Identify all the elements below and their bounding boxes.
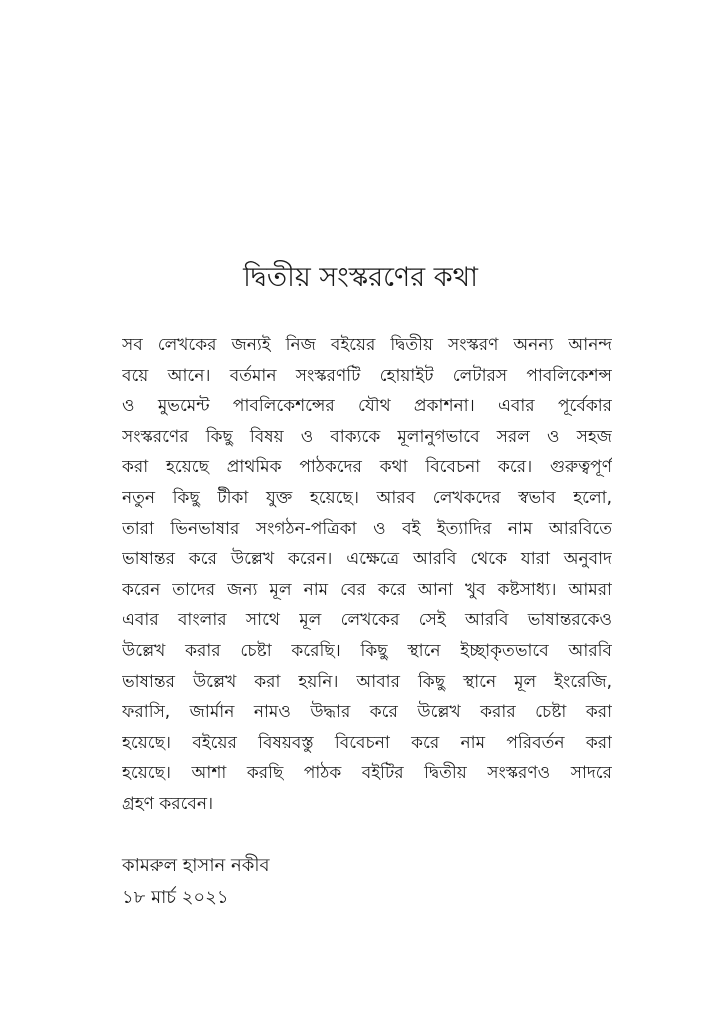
author-name: কামরুল হাসান নকীব [122,855,270,876]
paragraph-line: উল্লেখ করার চেষ্টা করেছি। কিছু স্থানে ইচ্ছাকৃতভাবে আরবি [122,640,612,661]
paragraph-line: বয়ে আনে। বর্তমান সংস্করণটি হোয়াইট লেটারস পাবলিকেশন্স [122,365,612,386]
paragraph-line: ভাষান্তর উল্লেখ করা হয়নি। আবার কিছু স্থানে মূল ইংরেজি, [122,671,612,692]
paragraph-line: এবার বাংলার সাথে মূল লেখকের সেই আরবি ভাষান্তরকেও [122,610,612,631]
paragraph-line: সব লেখকের জন্যই নিজ বইয়ের দ্বিতীয় সংস্করণ অনন্য আনন্দ [122,335,612,355]
paragraph-line: ফরাসি, জার্মান নামও উদ্ধার করে উল্লেখ করার চেষ্টা করা [122,702,612,723]
paragraph-line: সংস্করণের কিছু বিষয় ও বাক্যকে মূলানুগভাবে সরল ও সহজ [122,426,612,447]
paragraph-line: হয়েছে। বইয়ের বিষয়বস্তু বিবেচনা করে নাম পরিবর্তন করা [122,732,612,753]
date: ১৮ মার্চ ২০২১ [122,887,229,908]
paragraph-line: করা হয়েছে প্রাথমিক পাঠকদের কথা বিবেচনা করে। গুরুত্বপূর্ণ [122,457,612,478]
signature-block [122,850,522,914]
paragraph-line: হয়েছে। আশা করছি পাঠক বইটির দ্বিতীয় সংস্করণও সাদরে [122,763,612,784]
paragraph-line: ভাষান্তর করে উল্লেখ করেন। এক্ষেত্রে আরবি থেকে যারা অনুবাদ [122,549,612,570]
page-title: দ্বিতীয় সংস্করণের কথা [243,262,478,293]
paragraph-line: তারা ভিনভাষার সংগঠন-পত্রিকা ও বই ইত্যাদির নাম আরবিতে [122,518,612,539]
paragraph-line: করেন তাদের জন্য মূল নাম বের করে আনা খুব কষ্টসাধ্য। আমরা [122,579,612,600]
paragraph-line: নতুন কিছু টীকা যুক্ত হয়েছে। আরব লেখকদের স্বভাব হলো, [122,487,612,508]
preface-paragraph [122,330,612,820]
paragraph-line: ও মুভমেন্ট পাবলিকেশন্সের যৌথ প্রকাশনা। এবার পূর্বেকার [122,396,612,417]
paragraph-line: গ্রহণ করবেন। [122,793,214,814]
